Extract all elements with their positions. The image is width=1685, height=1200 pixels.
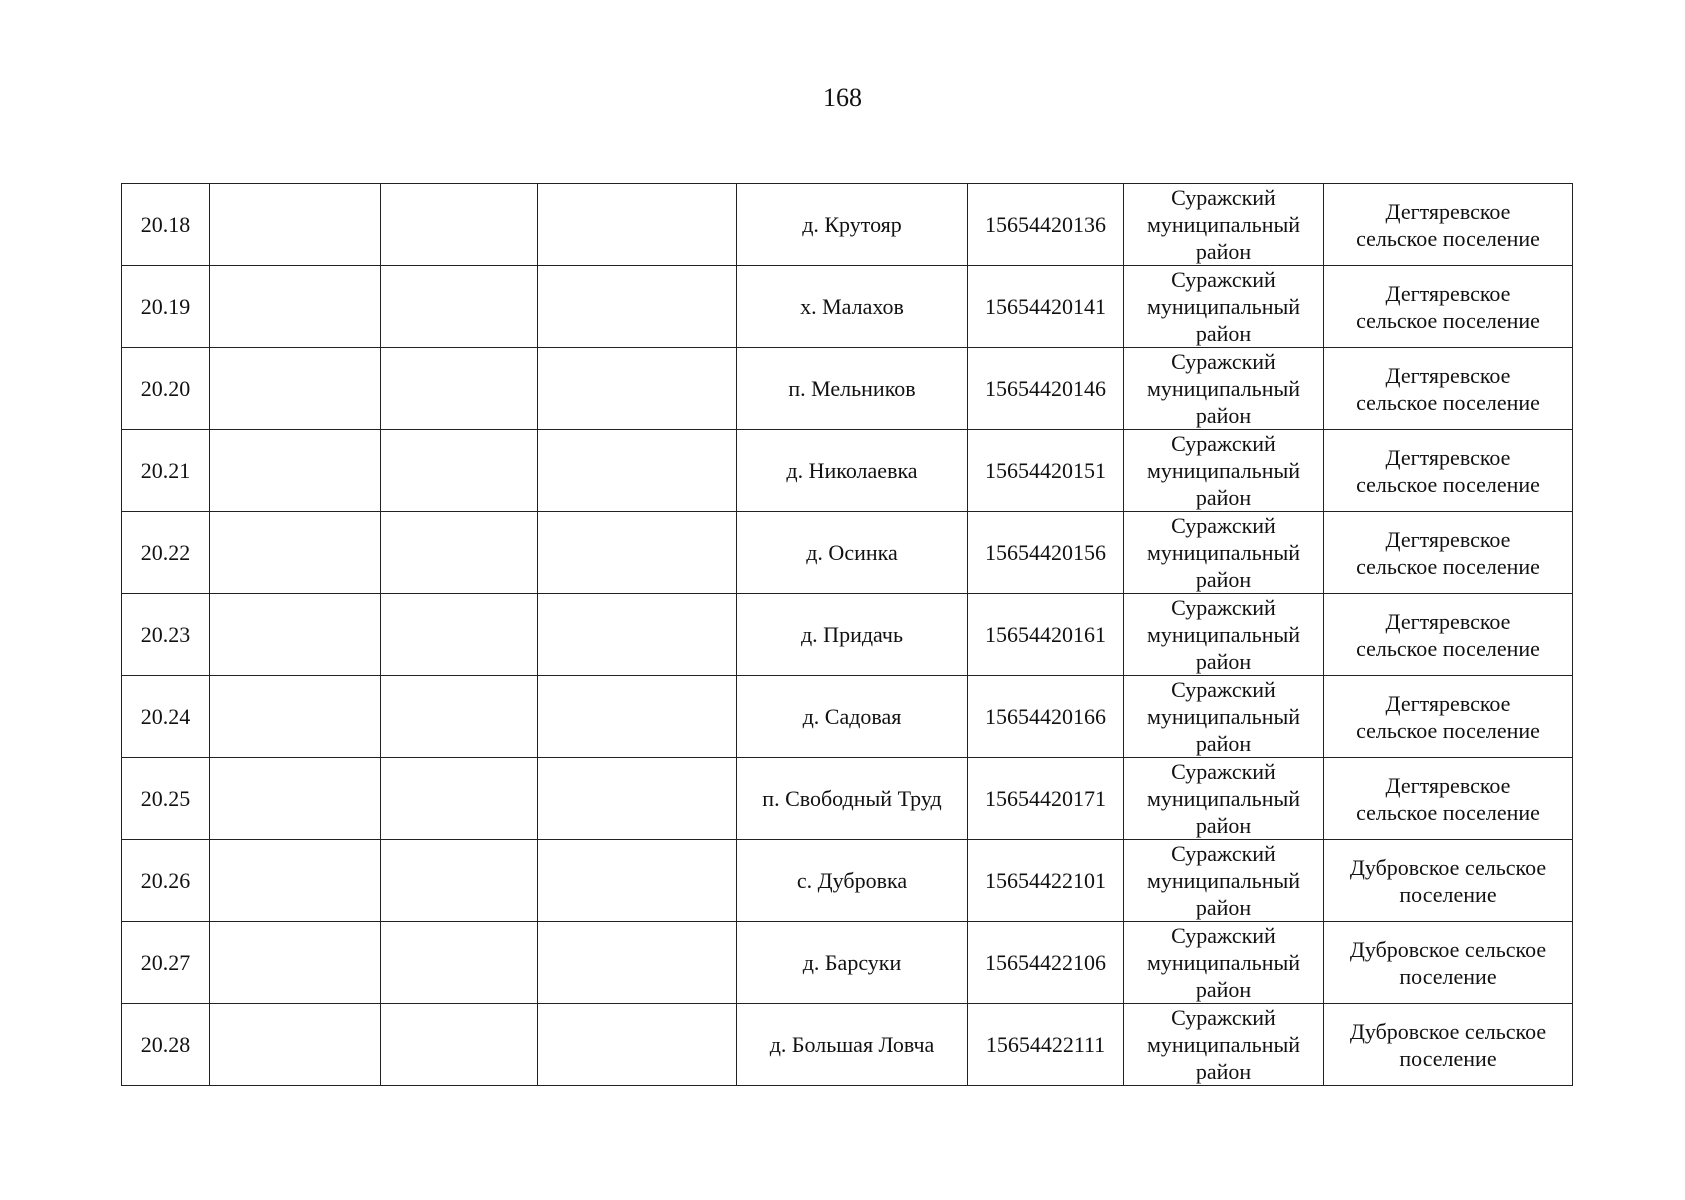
settlement-line: сельское поселение (1356, 307, 1540, 333)
table-row (122, 348, 1573, 430)
locality-name: д. Осинка (806, 540, 898, 565)
empty-cell (538, 512, 737, 594)
district-line: Суражский (1171, 431, 1276, 456)
locality-name-cell (737, 184, 968, 266)
row-number: 20.19 (140, 294, 191, 319)
oktmo-code-cell (968, 594, 1124, 676)
district-line: муниципальный (1146, 868, 1301, 893)
table-row (122, 840, 1573, 922)
oktmo-code-cell (968, 922, 1124, 1004)
settlement-line: Дегтяревское (1385, 362, 1511, 388)
empty-cell (538, 840, 737, 922)
empty-cell (210, 676, 381, 758)
district-line: муниципальный (1146, 622, 1301, 647)
empty-cell (538, 922, 737, 1004)
district-line: район (1195, 813, 1252, 838)
empty-cell (538, 1004, 737, 1086)
locality-name: д. Придачь (800, 622, 904, 647)
district-line: Суражский (1171, 923, 1276, 948)
table-row (122, 184, 1573, 266)
row-number: 20.20 (140, 376, 191, 401)
empty-cell (538, 184, 737, 266)
row-number-cell (122, 266, 210, 348)
oktmo-code: 15654420136 (985, 212, 1106, 237)
settlement-line: сельское поселение (1356, 553, 1540, 579)
empty-cell (381, 840, 538, 922)
oktmo-code-cell (968, 266, 1124, 348)
settlement-cell (1324, 1004, 1573, 1086)
district-line: Суражский (1171, 677, 1276, 702)
district-cell (1124, 758, 1324, 840)
oktmo-code: 15654420156 (985, 540, 1106, 565)
settlement-cell (1324, 430, 1573, 512)
page-number: 168 (823, 83, 862, 112)
district-cell (1124, 1004, 1324, 1086)
settlement-line: поселение (1399, 881, 1497, 907)
empty-cell (538, 594, 737, 676)
district-line: муниципальный (1146, 704, 1301, 729)
empty-cell (381, 1004, 538, 1086)
settlement-line: Дегтяревское (1385, 772, 1511, 798)
settlement-line: поселение (1399, 963, 1497, 989)
settlement-cell (1324, 840, 1573, 922)
locality-name: с. Дубровка (796, 868, 908, 893)
row-number-cell (122, 512, 210, 594)
district-cell (1124, 594, 1324, 676)
district-line: Суражский (1171, 595, 1276, 620)
district-cell (1124, 840, 1324, 922)
district-line: муниципальный (1146, 294, 1301, 319)
empty-cell (538, 430, 737, 512)
locality-name-cell (737, 922, 968, 1004)
district-line: район (1195, 485, 1252, 510)
district-line: район (1195, 1059, 1252, 1084)
settlement-line: Дегтяревское (1385, 444, 1511, 470)
row-number-cell (122, 430, 210, 512)
district-cell (1124, 922, 1324, 1004)
district-cell (1124, 676, 1324, 758)
locality-name-cell (737, 840, 968, 922)
district-cell (1124, 348, 1324, 430)
settlement-line: Дегтяревское (1385, 526, 1511, 552)
row-number: 20.27 (140, 950, 191, 975)
table-row (122, 676, 1573, 758)
empty-cell (381, 266, 538, 348)
row-number: 20.24 (140, 704, 191, 729)
settlement-cell (1324, 758, 1573, 840)
settlement-cell (1324, 512, 1573, 594)
settlement-line: сельское поселение (1356, 717, 1540, 743)
district-line: район (1195, 239, 1252, 264)
empty-cell (381, 922, 538, 1004)
row-number-cell (122, 922, 210, 1004)
oktmo-code-cell (968, 512, 1124, 594)
empty-cell (210, 922, 381, 1004)
settlement-line: сельское поселение (1356, 389, 1540, 415)
district-line: Суражский (1171, 513, 1276, 538)
oktmo-code-cell (968, 348, 1124, 430)
table-row (122, 512, 1573, 594)
oktmo-code: 15654420166 (985, 704, 1106, 729)
district-line: муниципальный (1146, 786, 1301, 811)
empty-cell (210, 184, 381, 266)
locality-name: д. Николаевка (786, 458, 918, 483)
district-cell (1124, 184, 1324, 266)
row-number: 20.21 (140, 458, 191, 483)
empty-cell (538, 758, 737, 840)
oktmo-code-cell (968, 758, 1124, 840)
oktmo-code-cell (968, 184, 1124, 266)
district-line: район (1195, 977, 1252, 1002)
empty-cell (381, 512, 538, 594)
oktmo-code-cell (968, 840, 1124, 922)
empty-cell (210, 840, 381, 922)
settlement-line: сельское поселение (1356, 799, 1540, 825)
row-number-cell (122, 676, 210, 758)
locality-name: д. Большая Ловча (769, 1032, 935, 1057)
district-line: район (1195, 731, 1252, 756)
district-line: район (1195, 649, 1252, 674)
locality-name-cell (737, 512, 968, 594)
district-line: Суражский (1171, 1005, 1276, 1030)
empty-cell (538, 348, 737, 430)
row-number: 20.18 (140, 212, 191, 237)
row-number: 20.25 (140, 786, 191, 811)
empty-cell (381, 348, 538, 430)
oktmo-code-cell (968, 430, 1124, 512)
district-line: Суражский (1171, 185, 1276, 210)
table-row (122, 430, 1573, 512)
oktmo-code: 15654420171 (985, 786, 1106, 811)
oktmo-code: 15654422106 (985, 950, 1106, 975)
oktmo-code-cell (968, 676, 1124, 758)
empty-cell (381, 676, 538, 758)
empty-cell (381, 758, 538, 840)
settlement-line: Дубровское сельское (1349, 1018, 1547, 1044)
row-number: 20.28 (140, 1032, 191, 1057)
locality-name: д. Садовая (802, 704, 902, 729)
settlement-line: сельское поселение (1356, 635, 1540, 661)
district-line: муниципальный (1146, 1032, 1301, 1057)
empty-cell (381, 594, 538, 676)
empty-cell (210, 594, 381, 676)
district-line: Суражский (1171, 759, 1276, 784)
settlement-line: Дубровское сельское (1349, 936, 1547, 962)
settlement-cell (1324, 266, 1573, 348)
settlement-line: Дегтяревское (1385, 608, 1511, 634)
oktmo-code: 15654420151 (985, 458, 1106, 483)
settlement-cell (1324, 184, 1573, 266)
empty-cell (538, 676, 737, 758)
empty-cell (381, 430, 538, 512)
empty-cell (210, 430, 381, 512)
locality-name: х. Малахов (800, 294, 904, 319)
district-line: муниципальный (1146, 458, 1301, 483)
row-number-cell (122, 348, 210, 430)
oktmo-code: 15654420141 (985, 294, 1106, 319)
oktmo-code: 15654422101 (985, 868, 1106, 893)
district-cell (1124, 266, 1324, 348)
settlement-line: Дубровское сельское (1349, 854, 1547, 880)
settlement-cell (1324, 922, 1573, 1004)
settlement-cell (1324, 676, 1573, 758)
row-number-cell (122, 1004, 210, 1086)
district-line: муниципальный (1146, 376, 1301, 401)
settlement-cell (1324, 348, 1573, 430)
row-number-cell (122, 594, 210, 676)
locality-name-cell (737, 758, 968, 840)
settlement-line: сельское поселение (1356, 225, 1540, 251)
locality-name-cell (737, 1004, 968, 1086)
locality-name-cell (737, 430, 968, 512)
settlement-line: поселение (1399, 1045, 1497, 1071)
empty-cell (210, 1004, 381, 1086)
empty-cell (210, 758, 381, 840)
locality-name-cell (737, 266, 968, 348)
table-row (122, 266, 1573, 348)
row-number-cell (122, 840, 210, 922)
table-row (122, 922, 1573, 1004)
table-row (122, 1004, 1573, 1086)
district-line: район (1195, 895, 1252, 920)
table-row (122, 758, 1573, 840)
district-line: район (1195, 567, 1252, 592)
oktmo-code: 15654420161 (985, 622, 1106, 647)
locality-name-cell (737, 594, 968, 676)
row-number: 20.22 (140, 540, 191, 565)
table-body (122, 184, 1573, 1086)
settlement-cell (1324, 594, 1573, 676)
oktmo-code: 15654422111 (985, 1032, 1106, 1057)
settlement-line: Дегтяревское (1385, 280, 1511, 306)
locality-name-cell (737, 676, 968, 758)
row-number-cell (122, 758, 210, 840)
district-line: район (1195, 321, 1252, 346)
oktmo-code-cell (968, 1004, 1124, 1086)
district-cell (1124, 512, 1324, 594)
row-number-cell (122, 184, 210, 266)
district-line: муниципальный (1146, 212, 1301, 237)
locality-name-cell (737, 348, 968, 430)
locality-name: д. Крутояр (802, 212, 902, 237)
settlement-line: Дегтяревское (1385, 690, 1511, 716)
oktmo-code: 15654420146 (985, 376, 1106, 401)
locality-name: п. Свободный Труд (762, 786, 942, 811)
locality-name: п. Мельников (788, 376, 916, 401)
row-number: 20.23 (140, 622, 191, 647)
district-line: район (1195, 403, 1252, 428)
district-line: Суражский (1171, 349, 1276, 374)
settlement-line: сельское поселение (1356, 471, 1540, 497)
locality-name: д. Барсуки (802, 950, 902, 975)
empty-cell (210, 512, 381, 594)
empty-cell (210, 348, 381, 430)
district-line: Суражский (1171, 841, 1276, 866)
registry-table (121, 183, 1573, 1086)
district-line: Суражский (1171, 267, 1276, 292)
district-line: муниципальный (1146, 540, 1301, 565)
empty-cell (210, 266, 381, 348)
district-cell (1124, 430, 1324, 512)
empty-cell (538, 266, 737, 348)
empty-cell (381, 184, 538, 266)
table-row (122, 594, 1573, 676)
settlement-line: Дегтяревское (1385, 198, 1511, 224)
district-line: муниципальный (1146, 950, 1301, 975)
row-number: 20.26 (140, 868, 191, 893)
